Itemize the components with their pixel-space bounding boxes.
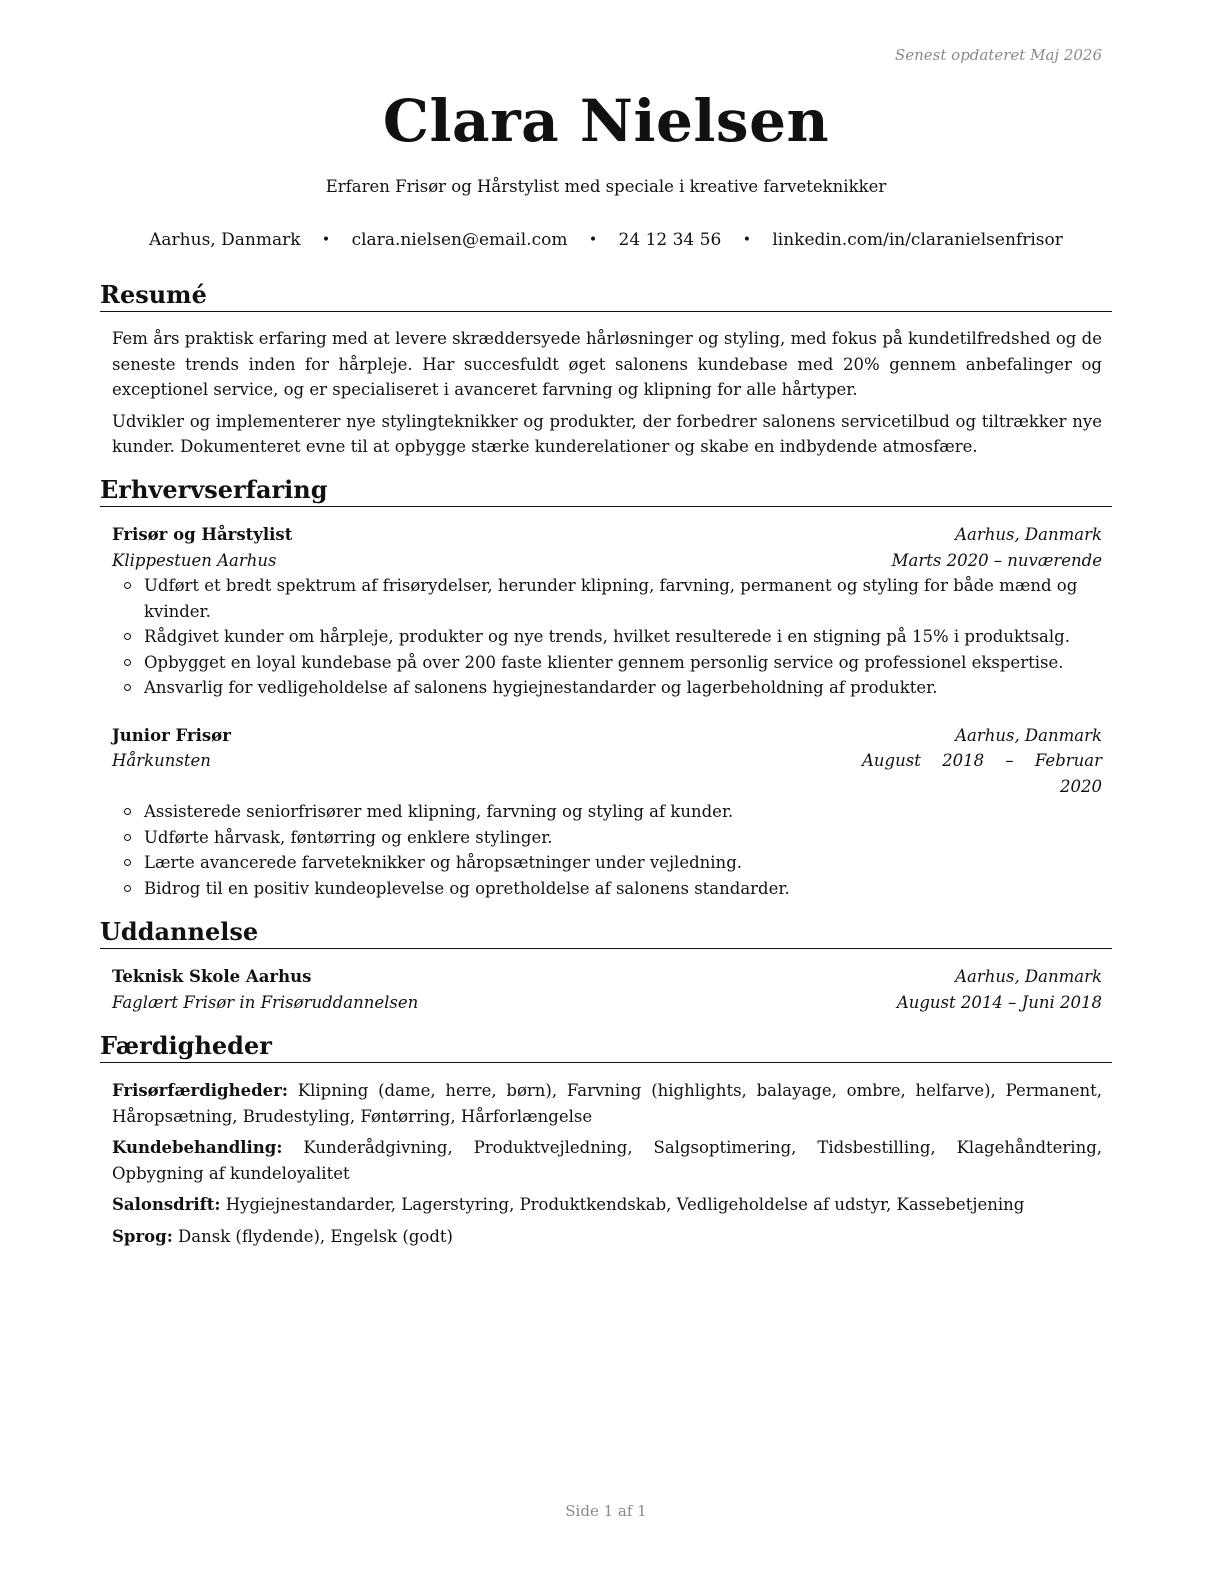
education-school: Teknisk Skole Aarhus [112, 967, 312, 986]
contact-location: Aarhus, Danmark [149, 230, 301, 250]
list-item: Opbygget en loyal kundebase på over 200 faste klienter gennem personlig service og professionel ekspertise. [122, 650, 1102, 676]
skill-group [112, 1078, 1102, 1129]
candidate-name: Clara Nielsen [382, 87, 830, 155]
skill-label: Frisørfærdigheder: [112, 1081, 288, 1100]
circle-bullet-icon [124, 659, 131, 666]
list-item: Bidrog til en positiv kundeoplevelse og opretholdelse af salonens standarder. [122, 876, 1102, 902]
education-location: Aarhus, Danmark [955, 967, 1102, 986]
job-role: Frisør og Hårstylist [112, 525, 293, 544]
separator-bullet: • [742, 232, 751, 248]
section-title: Erhvervserfaring [100, 475, 1112, 507]
skills-section [100, 1031, 1112, 1249]
section-title: Uddannelse [100, 917, 1112, 949]
job-company: Hårkunsten [112, 751, 211, 770]
contact-line [100, 228, 1112, 252]
job-dates: August 2018 – Februar 2020 [862, 751, 1102, 796]
list-item: Lærte avancerede farveteknikker og håropsætninger under vejledning. [122, 850, 1102, 876]
section-title: Færdigheder [100, 1031, 1112, 1063]
job-bullets [112, 799, 1102, 901]
last-updated: Senest opdateret Maj 2026 [894, 46, 1102, 64]
job-location: Aarhus, Danmark [955, 525, 1102, 544]
list-item: Ansvarlig for vedligeholdelse af salonens hygiejnestandarder og lagerbeholdning af produkter. [122, 675, 1102, 701]
circle-bullet-icon [124, 633, 131, 640]
job-bullets [112, 573, 1102, 701]
job-entry [112, 723, 1102, 902]
summary-section [100, 280, 1112, 460]
circle-bullet-icon [124, 684, 131, 691]
circle-bullet-icon [124, 808, 131, 815]
list-item: Udført et bredt spektrum af frisørydelser, herunder klipning, farvning, permanent og styling for både mænd og kvinder. [122, 573, 1102, 624]
resume-page [100, 0, 1112, 1584]
education-dates: August 2014 – Juni 2018 [896, 992, 1102, 1012]
skill-group [112, 1192, 1102, 1218]
section-title: Resumé [100, 280, 1112, 312]
contact-linkedin[interactable]: linkedin.com/in/claranielsenfrisor [772, 230, 1063, 250]
circle-bullet-icon [124, 885, 131, 892]
skill-text: Kunderådgivning, Produktvejledning, Salgsoptimering, Tidsbestilling, Klagehåndtering, Opbygning af kundeloyalitet [112, 1138, 1103, 1183]
circle-bullet-icon [124, 859, 131, 866]
skill-label: Sprog: [112, 1226, 173, 1246]
circle-bullet-icon [124, 582, 131, 589]
job-company: Klippestuen Aarhus [112, 550, 277, 570]
job-location: Aarhus, Danmark [955, 725, 1102, 745]
list-item: Assisterede seniorfrisører med klipning, farvning og styling af kunder. [122, 799, 1102, 825]
education-section [100, 917, 1112, 1015]
skill-text: Klipning (dame, herre, børn), Farvning (highlights, balayage, ombre, helfarve), Permanent, Håropsætning, Brudestyling, Føntørring, Hårforlængelse [112, 1081, 1103, 1126]
circle-bullet-icon [124, 834, 131, 841]
skill-label: Kundebehandling: [112, 1138, 283, 1157]
education-degree: Faglært Frisør in Frisøruddannelsen [112, 992, 419, 1012]
experience-section [100, 475, 1112, 901]
skill-label: Salonsdrift: [112, 1195, 221, 1214]
page-number: Side 1 af 1 [565, 1502, 647, 1520]
skill-text: Hygiejnestandarder, Lagerstyring, Produktkendskab, Vedligeholdelse af udstyr, Kassebetjening [225, 1195, 1025, 1214]
skill-group [112, 1224, 1102, 1250]
job-dates: Marts 2020 – nuværende [891, 550, 1102, 570]
summary-paragraph: Udvikler og implementerer nye stylingteknikker og produkter, der forbedrer salonens servicetilbud og tiltrækker nye kunder. Dokumenteret evne til at opbygge stærke kunderelationer og skabe en indbydende atmosfære. [112, 411, 1102, 456]
skill-group [112, 1135, 1102, 1186]
list-item: Rådgivet kunder om hårpleje, produkter og nye trends, hvilket resulterede i en stigning på 15% i produktsalg. [122, 624, 1102, 650]
summary-paragraph: Fem års praktisk erfaring med at levere skræddersyede hårløsninger og styling, med fokus på kundetilfredshed og de seneste trends inden for hårpleje. Har succesfuldt øget salonens kundebase med 20% gennem anbefalinger og exceptionel service, og er specialiseret i avanceret farvning og klipning for alle hårtyper. [112, 329, 1102, 399]
tagline: Erfaren Frisør og Hårstylist med speciale i kreative farveteknikker [325, 177, 887, 196]
contact-phone[interactable]: 24 12 34 56 [618, 230, 722, 250]
separator-bullet: • [588, 232, 598, 248]
contact-email[interactable]: clara.nielsen@email.com [351, 230, 568, 250]
list-item: Udførte hårvask, føntørring og enklere stylinger. [122, 825, 1102, 851]
job-entry [112, 522, 1102, 701]
separator-bullet: • [321, 232, 331, 248]
job-role: Junior Frisør [112, 725, 231, 745]
skill-text: Dansk (flydende), Engelsk (godt) [178, 1226, 453, 1246]
